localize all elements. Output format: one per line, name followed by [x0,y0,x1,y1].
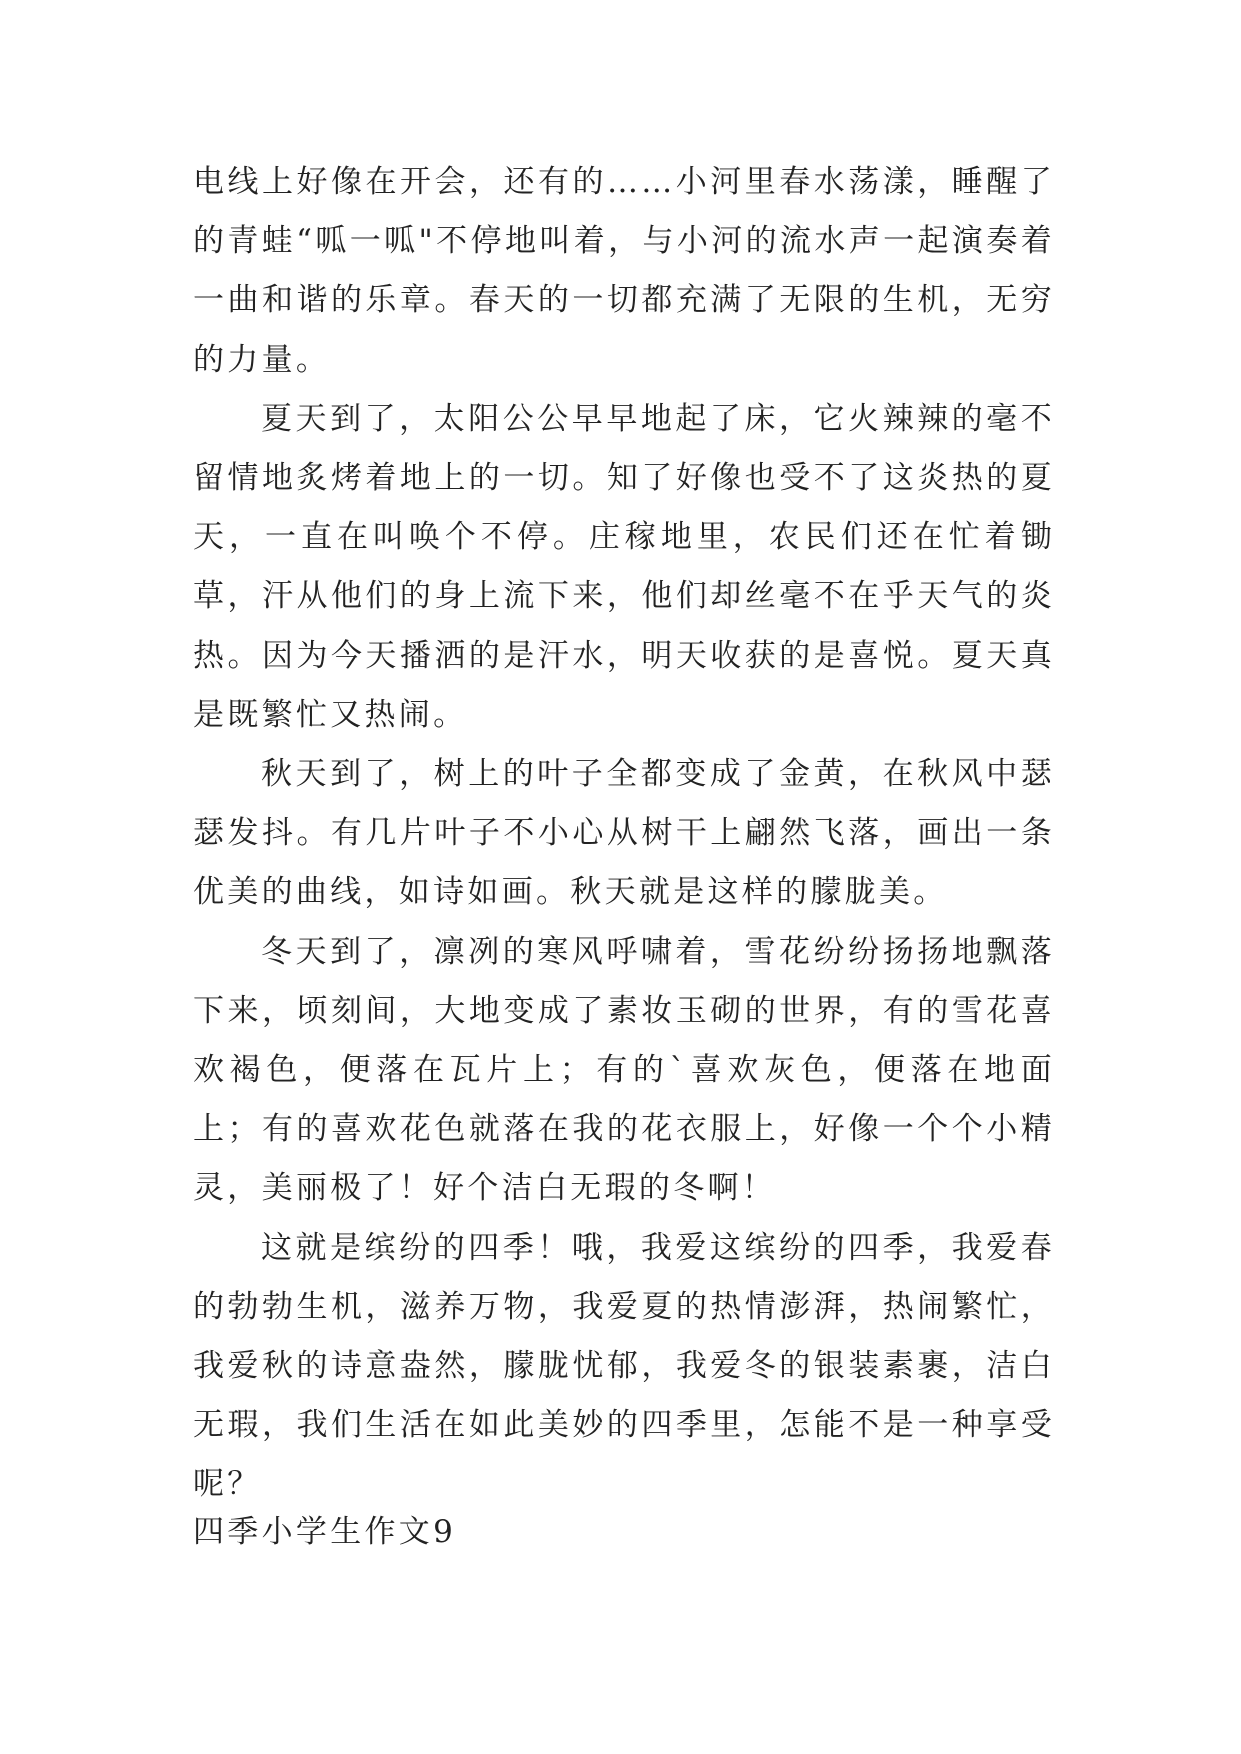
next-essay-heading: 四季小学生作文9 [193,1514,457,1550]
paragraph-spring-continued: 电线上好像在开会，还有的……小河里春水荡漾，睡醒了的青蛙“呱一呱"不停地叫着，与小河的流水声一起演奏着一曲和谐的乐章。春天的一切都充满了无限的生机，无穷的力量。 [193,164,1055,378]
document-body [193,153,1055,1515]
paragraph-autumn: 秋天到了，树上的叶子全都变成了金黄，在秋风中瑟瑟发抖。有几片叶子不小心从树干上翩然飞落，画出一条优美的曲线，如诗如画。秋天就是这样的朦胧美。 [193,756,1055,911]
paragraph-summer: 夏天到了，太阳公公早早地起了床，它火辣辣的毫不留情地炙烤着地上的一切。知了好像也受不了这炎热的夏天，一直在叫唤个不停。庄稼地里，农民们还在忙着锄草，汗从他们的身上流下来，他们却丝毫不在乎天气的炎热。因为今天播洒的是汗水，明天收获的是喜悦。夏天真是既繁忙又热闹。 [193,400,1055,733]
paragraph-winter: 冬天到了，凛冽的寒风呼啸着，雪花纷纷扬扬地飘落下来，顷刻间，大地变成了素妆玉砌的世界，有的雪花喜欢褐色，便落在瓦片上；有的`喜欢灰色，便落在地面上；有的喜欢花色就落在我的花衣服上，好像一个个小精灵，美丽极了！好个洁白无瑕的冬啊！ [193,933,1055,1207]
paragraph-conclusion: 这就是缤纷的四季！哦，我爱这缤纷的四季，我爱春的勃勃生机，滋养万物，我爱夏的热情澎湃，热闹繁忙，我爱秋的诗意盎然，朦胧忧郁，我爱冬的银装素裹，洁白无瑕，我们生活在如此美妙的四季里，怎能不是一种享受呢？ [193,1229,1055,1503]
